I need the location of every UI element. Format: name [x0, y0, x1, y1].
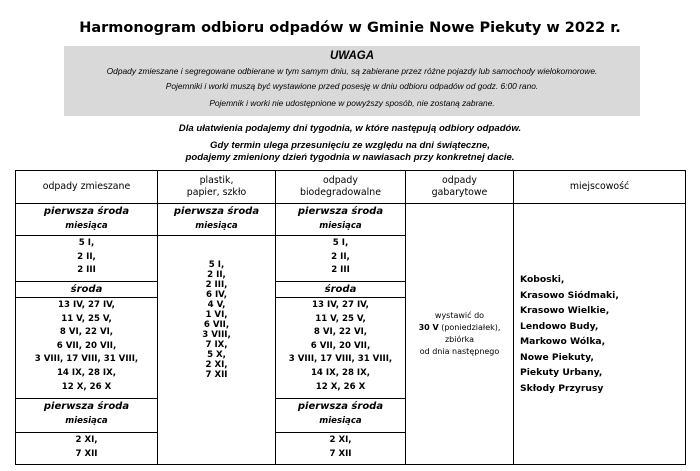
- locality-item: Skłody Przyrusy: [520, 382, 604, 394]
- locality-item: Koboski,: [520, 274, 565, 285]
- date-entry: 2 II,: [207, 270, 226, 280]
- date-entry: 4 V,: [207, 300, 226, 310]
- date-entry: 7 XII: [75, 448, 98, 459]
- locality-item: Lendowo Budy,: [520, 320, 599, 332]
- info-line: Dla ułatwienia podajemy dni tygodnia, w które następują odbiory odpadów.: [178, 123, 522, 134]
- date-entry: 7 XII: [329, 448, 352, 459]
- schedule-table: [15, 170, 686, 465]
- mixed-waste-cell: [16, 204, 158, 465]
- date-entry: 2 XI,: [205, 360, 228, 370]
- date-entry: 2 II,: [77, 251, 96, 262]
- mixed-dates-group-3: [16, 433, 157, 464]
- bio-waste-cell: [276, 204, 406, 465]
- date-entry: 1 VI,: [205, 310, 228, 320]
- date-entry: 14 IX, 28 IX,: [310, 367, 371, 378]
- bio-heading-first: pierwsza środa miesiąca: [276, 399, 405, 433]
- notice-line: Pojemnik i worki nie udostępnione w powyższy sposób, nie zostaną zabrane.: [209, 98, 495, 108]
- info-line: Gdy termin ulega przesunięciu ze względu na dni świąteczne,: [210, 140, 490, 151]
- locality-item: Nowe Piekuty,: [520, 351, 594, 363]
- bulky-line: zbiórka: [444, 335, 475, 344]
- mixed-heading-first: pierwsza środa miesiąca: [16, 204, 157, 236]
- date-entry: 11 V, 25 V,: [61, 313, 112, 324]
- date-entry: 6 VII,: [203, 320, 230, 330]
- date-entry: 5 I,: [208, 260, 225, 270]
- column-header: odpady gabarytowe: [406, 171, 514, 204]
- plastic-heading-first: pierwsza środa miesiąca: [158, 204, 275, 236]
- notice-line: Odpady zmieszane i segregowane odbierane w tym samym dniu, są zabierane przez różne pojazdy lub samochody wielokomorowe.: [106, 66, 598, 76]
- bio-dates-group-2: [276, 298, 405, 399]
- date-entry: 3 VIII, 17 VIII, 31 VIII,: [34, 354, 139, 365]
- plastic-paper-glass-cell: [158, 204, 276, 465]
- date-entry: 13 IV, 27 IV,: [312, 300, 369, 310]
- bio-heading-wednesday: środa: [276, 282, 405, 298]
- date-entry: 12 X, 26 X: [315, 381, 366, 392]
- localities-cell: [514, 204, 686, 465]
- locality-item: Markowo Wólka,: [520, 336, 606, 347]
- bulky-line: od dnia następnego: [419, 347, 500, 356]
- date-entry: 8 VI, 22 VI,: [313, 327, 368, 338]
- date-entry: 12 X, 26 X: [61, 381, 112, 392]
- table-row: [16, 204, 686, 465]
- date-entry: 2 III,: [205, 280, 228, 290]
- bulky-date-line: 30 V (poniedziałek),: [418, 323, 501, 332]
- page-title: Harmonogram odbioru odpadów w Gminie Nowe Piekuty w 2022 r.: [79, 20, 621, 36]
- date-entry: 5 I,: [332, 238, 349, 248]
- date-entry: 5 X,: [207, 350, 226, 360]
- bulky-waste-cell: [406, 204, 514, 465]
- bulky-line: wystawić do: [434, 311, 485, 320]
- mixed-heading-wednesday: środa: [16, 282, 157, 298]
- date-entry: 3 VIII,: [202, 330, 231, 340]
- date-entry: 8 VI, 22 VI,: [59, 327, 114, 338]
- locality-item: Piekuty Urbany,: [520, 367, 603, 378]
- locality-item: Krasowo Siódmaki,: [520, 289, 619, 301]
- mixed-dates-group-1: [16, 236, 157, 282]
- notice-line: Pojemniki i worki muszą być wystawione przed posesję w dniu odbioru odpadów od godz. 6:00 rano.: [165, 81, 539, 91]
- date-entry: 5 I,: [78, 238, 95, 248]
- date-entry: 14 IX, 28 IX,: [56, 367, 117, 378]
- mixed-dates-group-2: [16, 298, 157, 399]
- column-header: plastik, papier, szkło: [158, 171, 276, 204]
- bio-heading-first: pierwsza środa miesiąca: [276, 204, 405, 236]
- bio-dates-group-3: [276, 433, 405, 464]
- date-entry: 3 VIII, 17 VIII, 31 VIII,: [288, 354, 393, 365]
- notice-box: [64, 46, 640, 116]
- date-entry: 2 XI,: [329, 435, 352, 445]
- date-entry: 6 VII, 20 VII,: [310, 340, 371, 351]
- notice-heading: UWAGA: [329, 50, 375, 62]
- locality-item: Krasowo Wielkie,: [520, 305, 610, 316]
- date-entry: 2 II,: [331, 251, 350, 262]
- date-entry: 13 IV, 27 IV,: [58, 300, 115, 310]
- date-entry: 6 VII, 20 VII,: [56, 340, 117, 351]
- plastic-dates: [158, 236, 275, 380]
- bio-dates-group-1: [276, 236, 405, 282]
- column-header: miejscowość: [514, 171, 686, 204]
- info-line: podajemy zmieniony dzień tygodnia w nawiasach przy konkretnej dacie.: [185, 152, 515, 163]
- date-entry: 7 IX,: [205, 340, 228, 350]
- date-entry: 7 XII: [205, 370, 228, 380]
- mixed-heading-first: pierwsza środa miesiąca: [16, 399, 157, 433]
- date-entry: 2 III: [77, 265, 96, 276]
- date-entry: 11 V, 25 V,: [315, 313, 366, 324]
- date-entry: 2 XI,: [75, 435, 98, 445]
- header-row: [16, 171, 686, 204]
- date-entry: 6 IV,: [206, 290, 227, 300]
- column-header: odpady zmieszane: [16, 171, 158, 204]
- date-entry: 2 III: [331, 265, 350, 276]
- column-header: odpady biodegradowalne: [276, 171, 406, 204]
